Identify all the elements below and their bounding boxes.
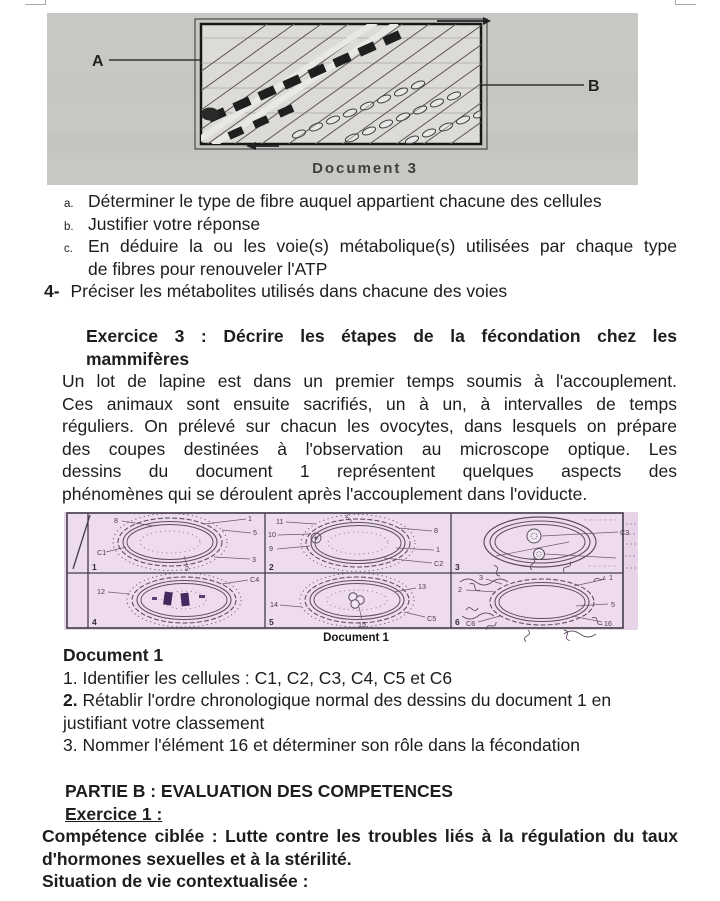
question-item-a [64, 190, 678, 213]
figure-annotation: C4 [250, 575, 260, 584]
exercice1-heading: Exercice 1 : [65, 803, 163, 824]
figure-annotation: 2 [458, 585, 462, 594]
figure-annotation: 16 [604, 619, 612, 628]
figure-annotation: 13 [418, 582, 426, 591]
item-4-marker: 4- [44, 281, 60, 301]
label-b: B [588, 78, 600, 95]
panel-number: 4 [92, 617, 97, 627]
item-c-marker: c. [64, 243, 73, 255]
question-item-4 [44, 280, 678, 303]
exercice3-paragraph [62, 370, 677, 505]
document1-questions [63, 644, 648, 757]
item-c-line1: En déduire la ou les voie(s) métabolique(s) utilisées par chaque type [88, 236, 677, 256]
document1-drawings [64, 512, 638, 644]
document1-q2 [63, 689, 648, 734]
figure-annotation: 2 [345, 512, 349, 520]
figure-annotation: 14 [270, 600, 278, 609]
label-a: A [92, 53, 104, 70]
panel-number: 5 [269, 617, 274, 627]
item-c-line2: de fibres pour renouveler l'ATP [88, 258, 328, 279]
figure-annotation: 5 [253, 528, 257, 537]
figure-annotation: 1 [248, 514, 252, 523]
paragraph-line: phénomènes qui se déroulent après l'accouplement dans l'oviducte. [62, 483, 588, 504]
figure-annotation: 8 [434, 526, 438, 535]
item-a-text: Déterminer le type de fibre auquel appartient chacune des cellules [88, 191, 602, 211]
document1-caption: Document 1 [323, 632, 389, 644]
figure-annotation: 11 [276, 517, 284, 526]
partie-b-title: PARTIE B : EVALUATION DES COMPETENCES [65, 781, 453, 801]
question-item-b [64, 213, 678, 236]
figure-annotation: C1 [97, 548, 107, 557]
figure-annotation: 1 [436, 545, 440, 554]
question-item-c [64, 235, 677, 280]
figure-annotation: C3 [620, 528, 630, 537]
figure-annotation: 2 [185, 564, 189, 573]
item-b-marker: b. [64, 220, 74, 233]
figure-annotation: 3 [479, 573, 483, 582]
figure-annotation: C2 [434, 559, 444, 568]
q2-number: 2. [63, 690, 78, 710]
q2-text: Rétablir l'ordre chronologique normal des dessins du document 1 en justifiant votre classement [63, 690, 612, 733]
figure-annotation: 5 [611, 600, 615, 609]
panel-number: 3 [455, 562, 460, 572]
figure-annotation: 10 [268, 530, 276, 539]
figure-annotation: 12 [97, 587, 105, 596]
item-4-text: Préciser les métabolites utilisés dans chacune des voies [70, 281, 508, 301]
paragraph-line: Ces animaux sont ensuite sacrifiés, un à un, à intervalles de temps [62, 393, 677, 414]
document1-q1: 1. Identifier les cellules : C1, C2, C3, C4, C5 et C6 [63, 667, 453, 688]
figure-annotation: 15 [358, 620, 366, 629]
paragraph-line: Un lot de lapine est dans un premier temps soumis à l'accouplement. [62, 371, 677, 391]
document3-caption: Document 3 [312, 160, 418, 177]
item-b-text: Justifier votre réponse [88, 213, 261, 234]
situation-heading: Situation de vie contextualisée : [42, 871, 309, 891]
panel-number: 1 [92, 562, 97, 572]
paragraph-line: réguliers. On prélevé sur chacun les ovocytes, dans lesquels on prépare [62, 416, 677, 436]
exercice3-title [86, 325, 677, 370]
document3-micrograph [47, 13, 638, 185]
partie-b-section [42, 780, 682, 893]
exercice3-title-line1: Exercice 3 : Décrire les étapes de la fécondation chez les [86, 326, 677, 346]
figure-annotation: C5 [427, 614, 437, 623]
figure-annotation: C6 [466, 619, 476, 628]
item-a-marker: a. [64, 198, 74, 210]
competence-line1: Compétence ciblée : Lutte contre les troubles liés à la régulation du taux [42, 826, 678, 846]
top-left-border-mark [25, 0, 46, 5]
exercice3-title-line2: mammifères [86, 348, 190, 369]
figure-annotation: 8 [114, 516, 118, 525]
figure-annotation: 1 [609, 573, 613, 582]
paragraph-line: des coupes destinées à l'observation au microscope optique. Les [62, 438, 677, 459]
competence-line2: d'hormones sexuelles et à la stérilité. [42, 848, 352, 869]
document1-heading: Document 1 [63, 645, 164, 665]
panel-number: 2 [269, 562, 274, 572]
top-right-border-mark [675, 0, 696, 5]
figure-document1 [64, 512, 638, 644]
document1-q3: 3. Nommer l'élément 16 et déterminer son rôle dans la fécondation [63, 735, 580, 755]
paragraph-line: dessins du document 1 représentent quelques aspects des [62, 461, 677, 481]
figure-document3 [47, 13, 638, 185]
panel-number: 6 [455, 617, 460, 627]
figure-annotation: 3 [252, 555, 256, 564]
figure-annotation: 9 [269, 544, 273, 553]
